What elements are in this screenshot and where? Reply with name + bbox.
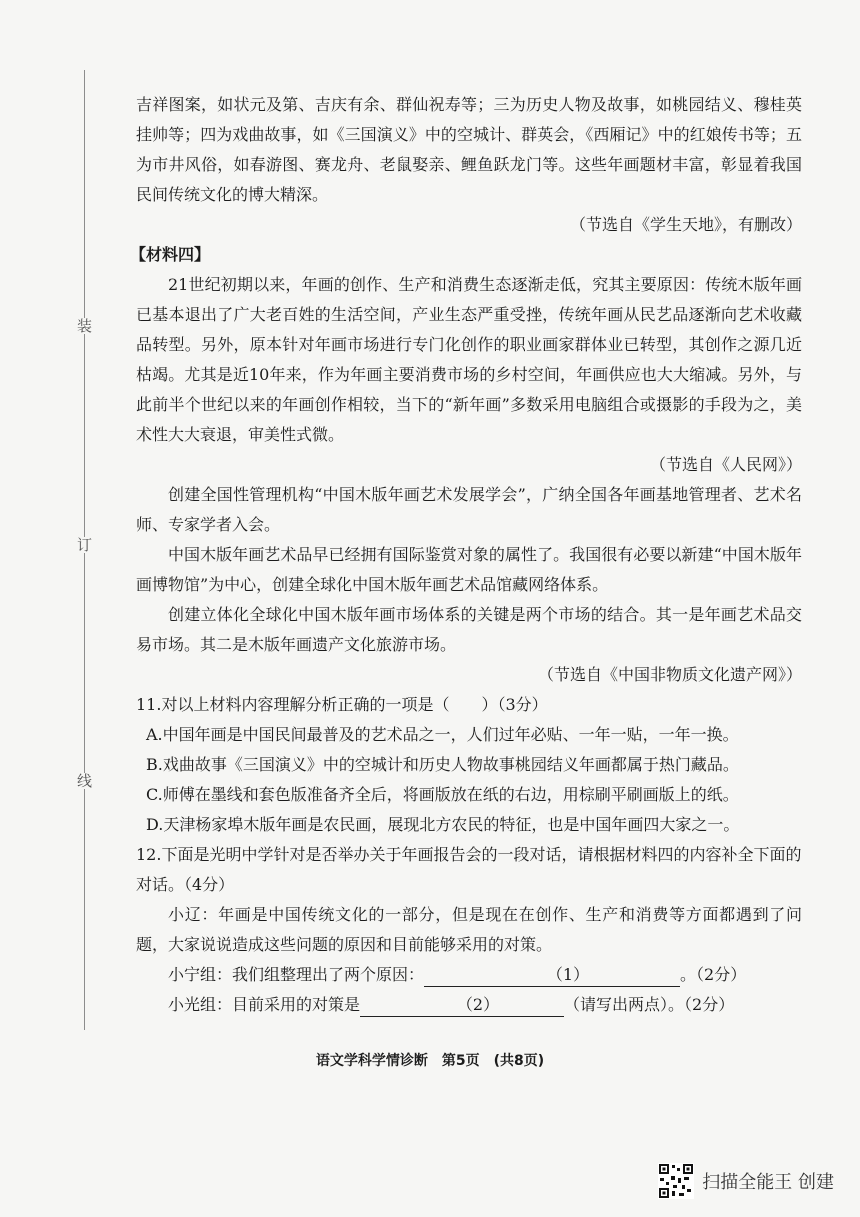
question-12-dialog-intro: 小辽：年画是中国传统文化的一部分，但是现在在创作、生产和消费等方面都遇到了问题，大家说说造成这些问题的原因和目前能够采用的对策。 [136,905,802,954]
source-citation-2: （节选自《人民网》） [649,455,802,474]
binding-mark-xian: 线 [77,772,93,790]
source-citation-3: （节选自《中国非物质文化遗产网》） [537,665,802,684]
question-11-option-d: D.天津杨家埠木版年画是农民画，展现北方农民的特征，也是中国年画四大家之一。 [146,815,740,834]
scanner-watermark [658,1163,834,1199]
create-paragraph-1: 创建全国性管理机构“中国木版年画艺术发展学会”，广纳全国各年画基地管理者、艺术名师、专家学者入会。 [136,485,802,534]
question-12-stem: 12.下面是光明中学针对是否举办关于年画报告会的一段对话，请根据材料四的内容补全下面的对话。（4分） [136,845,802,894]
create-paragraph-2: 中国木版年画艺术品早已经拥有国际鉴赏对象的属性了。我国很有必要以新建“中国木版年画博物馆”为中心，创建全球化中国木版年画艺术品馆藏网络体系。 [136,545,802,594]
question-11-stem: 11.对以上材料内容理解分析正确的一项是（ ）（3分） [136,695,548,714]
answer-blank-1[interactable]: （1） [424,964,680,987]
question-11-option-c: C.师傅在墨线和套色版准备齐全后，将画版放在纸的右边，用棕刷平刷画版上的纸。 [146,785,739,804]
question-12-line-2 [136,990,802,1020]
question-12-line-1 [136,960,802,990]
qr-code-icon [658,1163,694,1199]
material-four-heading: 【材料四】 [130,245,211,264]
page-content [130,90,802,1020]
question-11-option-a: A.中国年画是中国民间最普及的艺术品之一，人们过年必贴、一年一贴，一年一换。 [146,725,739,744]
intro-paragraph: 吉祥图案，如状元及第、吉庆有余、群仙祝寿等；三为历史人物及故事，如桃园结义、穆桂英挂帅等；四为戏曲故事，如《三国演义》中的空城计、群英会，《西厢记》中的红娘传书等；五为市井风俗，如春游图、赛龙舟、老鼠娶亲、鲤鱼跃龙门等。这些年画题材丰富，彰显着我国民间传统文化的博大精深。 [136,95,802,204]
page-footer: 语文学科学情诊断 第5页 (共8页) [315,1053,545,1069]
line-1-prefix: 小宁组：我们组整理出了两个原因： [168,965,425,984]
watermark-text: 扫描全能王 创建 [702,1172,834,1193]
binding-mark-zhuang: 装 [77,317,93,335]
source-citation-1: （节选自《学生天地》，有删改） [569,215,802,234]
material-four-paragraph: 21世纪初期以来，年画的创作、生产和消费生态逐渐走低，究其主要原因：传统木版年画已基本退出了广大老百姓的生活空间，产业生态严重受挫，传统年画从民艺品逐渐向艺术收藏品转型。另外，原本针对年画市场进行专门化创作的职业画家群体业已转型，其创作之源几近枯竭。尤其是近10年来，作为年画主要消费市场的乡村空间，年画供应也大大缩减。另外，与此前半个世纪以来的年画创作相较，当下的“新年画”多数采用电脑组合或摄影的手段为之，美术性大大衰退，审美性式微。 [136,275,802,444]
binding-mark-ding: 订 [77,536,93,554]
line-1-suffix: 。（2分） [680,965,747,984]
question-11-option-b: B.戏曲故事《三国演义》中的空城计和历史人物故事桃园结义年画都属于热门藏品。 [146,755,739,774]
line-2-prefix: 小光组：目前采用的对策是 [168,995,361,1014]
create-paragraph-3: 创建立体化全球化中国木版年画市场体系的关键是两个市场的结合。其一是年画艺术品交易市场。其二是木版年画遗产文化旅游市场。 [136,605,802,654]
answer-blank-2[interactable]: （2） [360,994,564,1017]
line-2-suffix: （请写出两点）。（2分） [564,995,735,1014]
